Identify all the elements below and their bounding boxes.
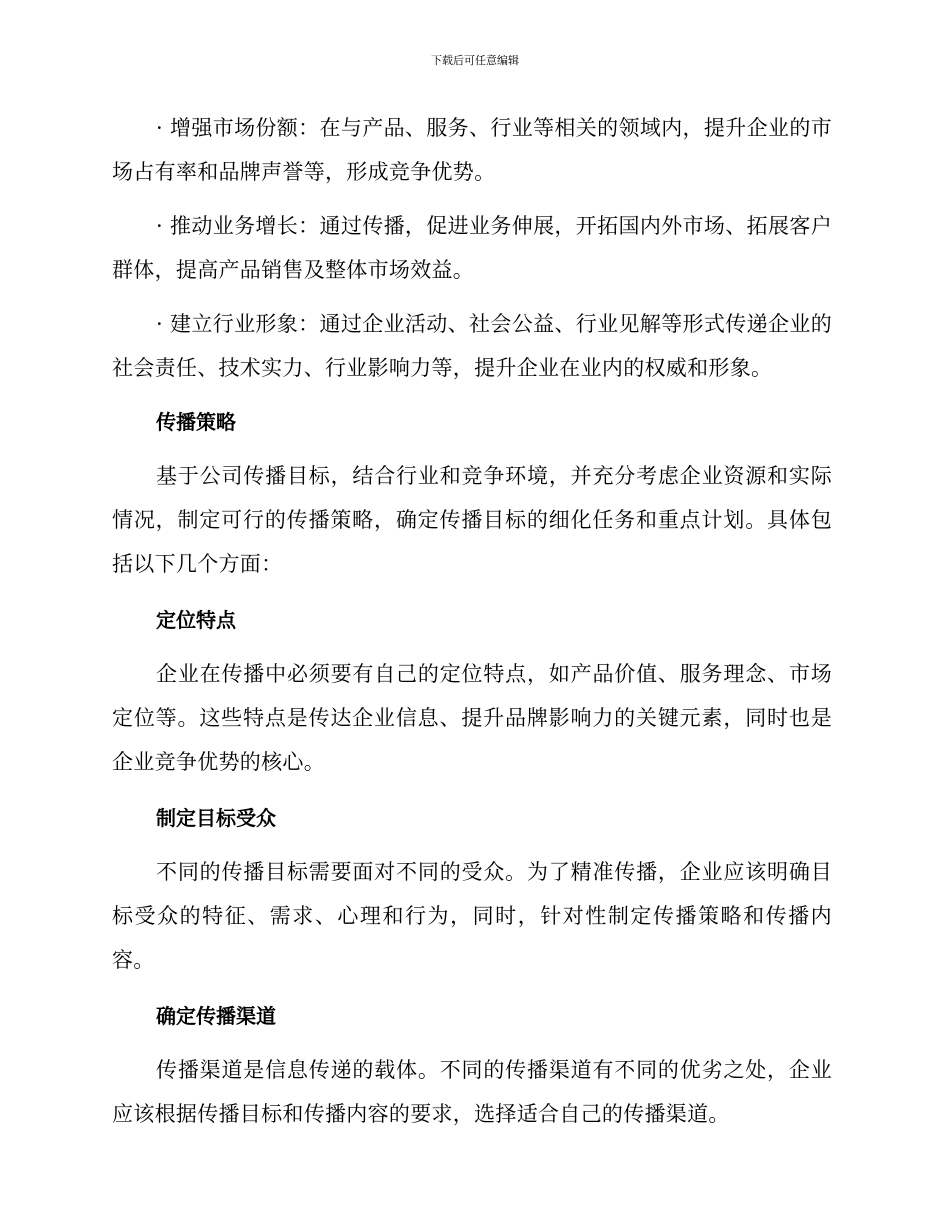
bullet-market-share: · 增强市场份额：在与产品、服务、行业等相关的领域内，提升企业的市场占有率和品牌声誉等，形成竞争优势。: [112, 116, 832, 184]
paragraph-strategy: 基于公司传播目标，结合行业和竞争环境，并充分考虑企业资源和实际情况，制定可行的传播策略，确定传播目标的细化任务和重点计划。具体包括以下几个方面：: [112, 464, 832, 576]
document-body: [112, 106, 832, 1148]
section-heading-strategy: 传播策略: [156, 410, 236, 434]
section-heading-audience: 制定目标受众: [156, 806, 276, 830]
bullet-business-growth: · 推动业务增长：通过传播，促进业务伸展，开拓国内外市场、拓展客户群体，提高产品销售及整体市场效益。: [112, 214, 832, 282]
bullet-industry-image: · 建立行业形象：通过企业活动、社会公益、行业见解等形式传递企业的社会责任、技术实力、行业影响力等，提升企业在业内的权威和形象。: [112, 312, 832, 380]
paragraph-positioning: 企业在传播中必须要有自己的定位特点，如产品价值、服务理念、市场定位等。这些特点是传达企业信息、提升品牌影响力的关键元素，同时也是企业竞争优势的核心。: [112, 662, 832, 774]
section-heading-positioning: 定位特点: [156, 608, 236, 632]
page-header: 下载后可任意编辑: [431, 54, 519, 67]
section-heading-channels: 确定传播渠道: [156, 1004, 276, 1028]
paragraph-channels: 传播渠道是信息传递的载体。不同的传播渠道有不同的优劣之处，企业应该根据传播目标和传播内容的要求，选择适合自己的传播渠道。: [112, 1058, 832, 1126]
paragraph-audience: 不同的传播目标需要面对不同的受众。为了精准传播，企业应该明确目标受众的特征、需求、心理和行为，同时，针对性制定传播策略和传播内容。: [112, 860, 832, 972]
